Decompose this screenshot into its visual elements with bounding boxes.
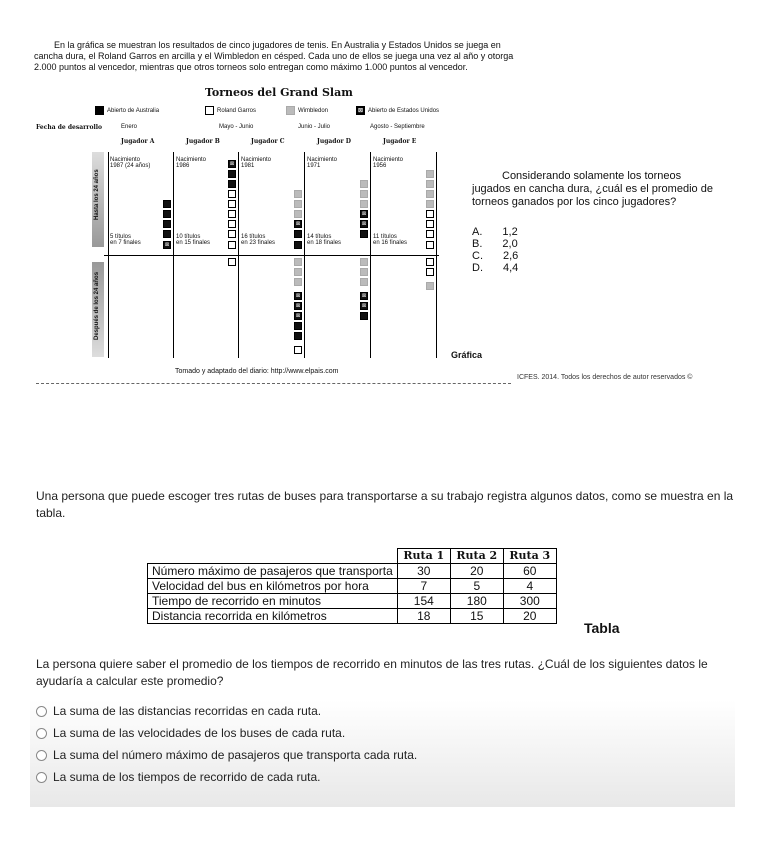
option-d: D. 4,4 xyxy=(472,262,519,274)
tournament-marker xyxy=(228,220,236,228)
flag-square-icon: ⊠ xyxy=(357,108,364,114)
date-may-june: Mayo - Junio xyxy=(219,124,254,130)
tournament-marker xyxy=(360,268,368,276)
table-cell: 7 xyxy=(397,579,450,594)
player-c-titles: 16 títulos en 23 finales xyxy=(241,234,276,246)
column-header: Ruta 3 xyxy=(503,549,556,564)
tournament-marker xyxy=(294,241,302,249)
chart-source: Tomado y adaptado del diario: http://www.elpais.com xyxy=(175,368,339,375)
tournament-marker: ⊠ xyxy=(295,221,301,227)
tournament-marker xyxy=(163,220,171,228)
radio-button[interactable] xyxy=(36,750,47,761)
player-a-birth: Nacimiento 1987 (24 años) xyxy=(110,157,151,169)
question-1-options xyxy=(472,226,518,274)
tournament-marker xyxy=(426,170,434,178)
tournament-marker: ⊠ xyxy=(295,303,301,309)
date-june-july: Junio - Julio xyxy=(298,124,331,130)
table-cell: 20 xyxy=(450,564,503,579)
tournament-marker xyxy=(228,241,236,249)
tournament-marker xyxy=(294,332,302,340)
table-cell: 30 xyxy=(397,564,450,579)
tournament-marker xyxy=(294,268,302,276)
table-cell: 15 xyxy=(450,609,503,624)
copyright-notice: ICFES. 2014. Todos los derechos de autor reservados © xyxy=(517,374,693,381)
option-a: A. 1,2 xyxy=(472,226,518,238)
player-e-header: Jugador E xyxy=(383,138,417,145)
row-label: Velocidad del bus en kilómetros por hora xyxy=(148,579,398,594)
choice-option[interactable]: La suma de las distancias recorridas en cada ruta. xyxy=(30,700,735,722)
choice-option[interactable]: La suma de las velocidades de los buses de cada ruta. xyxy=(30,722,735,744)
player-b-birth: Nacimiento 1986 xyxy=(176,157,207,169)
tournament-marker xyxy=(294,200,302,208)
radio-button[interactable] xyxy=(36,706,47,717)
tournament-marker xyxy=(228,170,236,178)
answer-choices xyxy=(30,700,735,807)
table-cell: 154 xyxy=(397,594,450,609)
tournament-marker xyxy=(426,258,434,266)
tournament-marker xyxy=(360,258,368,266)
gray-square-icon xyxy=(286,106,295,115)
row-label: Número máximo de pasajeros que transporta xyxy=(148,564,398,579)
tournament-marker xyxy=(360,278,368,286)
table-cell: 300 xyxy=(503,594,556,609)
tournament-marker xyxy=(228,190,236,198)
tournament-marker xyxy=(294,230,302,238)
tournament-marker xyxy=(426,200,434,208)
tournament-marker xyxy=(163,230,171,238)
after-24-label: Después de los 24 años xyxy=(94,271,100,340)
tournament-marker xyxy=(426,190,434,198)
question-2-text: La persona quiere saber el promedio de los tiempos de recorrido en minutos de las tres rutas. ¿Cuál de los siguientes datos le ayudaría a calcular este promedio? xyxy=(36,657,708,688)
choice-option[interactable]: La suma de los tiempos de recorrido de cada ruta. xyxy=(30,766,735,788)
player-b-header: Jugador B xyxy=(186,138,220,145)
dates-label: Fecha de desarrollo xyxy=(36,124,103,131)
age-24-line xyxy=(104,255,439,256)
table-cell: 20 xyxy=(503,609,556,624)
tournament-marker xyxy=(360,230,368,238)
tournament-marker xyxy=(294,258,302,266)
table-caption: Tabla xyxy=(584,620,620,636)
table-row xyxy=(148,609,557,624)
player-b-column-line xyxy=(173,152,174,358)
tournament-marker xyxy=(426,268,434,276)
player-d-titles: 14 títulos en 18 finales xyxy=(307,234,342,246)
table-row xyxy=(148,594,557,609)
dashed-divider xyxy=(36,383,511,384)
white-square-icon xyxy=(205,106,214,115)
before-24-label: Hasta los 24 años xyxy=(94,169,100,220)
table-cell: 180 xyxy=(450,594,503,609)
tournament-marker xyxy=(426,230,434,238)
tournament-marker xyxy=(294,210,302,218)
column-header: Ruta 1 xyxy=(397,549,450,564)
legend-roland-garros: Roland Garros xyxy=(205,106,256,115)
tournament-marker: ⊠ xyxy=(361,211,367,217)
tournament-marker xyxy=(228,210,236,218)
legend-us-open: ⊠ Abierto de Estados Unidos xyxy=(357,107,440,114)
table-cell: 18 xyxy=(397,609,450,624)
player-c-column-line xyxy=(238,152,239,358)
option-b: B. 2,0 xyxy=(472,238,518,250)
tournament-marker xyxy=(426,282,434,290)
tournament-marker xyxy=(426,180,434,188)
date-january: Enero xyxy=(121,124,138,130)
player-a-header: Jugador A xyxy=(121,138,155,145)
tournament-marker xyxy=(228,230,236,238)
tournament-marker: ⊠ xyxy=(164,242,170,248)
player-d-header: Jugador D xyxy=(317,138,351,145)
option-c: C. 2,6 xyxy=(472,250,519,262)
tournament-marker: ⊠ xyxy=(361,293,367,299)
black-square-icon xyxy=(95,106,104,115)
radio-button[interactable] xyxy=(36,728,47,739)
table-header-row xyxy=(148,549,557,564)
chart-title: Torneos del Grand Slam xyxy=(205,86,353,99)
player-c-header: Jugador C xyxy=(251,138,285,145)
tournament-marker: ⊠ xyxy=(229,161,235,167)
table-cell: 60 xyxy=(503,564,556,579)
player-d-column-line xyxy=(304,152,305,358)
question-2-intro: Una persona que puede escoger tres rutas de buses para transportarse a su trabajo registra algunos datos, como se muestra en la tabla. xyxy=(36,489,734,520)
tournament-marker xyxy=(426,241,434,249)
tournament-marker xyxy=(163,210,171,218)
tournament-marker xyxy=(294,322,302,330)
tournament-marker: ⊠ xyxy=(361,221,367,227)
grafica-label: Gráfica xyxy=(451,350,483,360)
table-cell: 4 xyxy=(503,579,556,594)
column-header: Ruta 2 xyxy=(450,549,503,564)
player-b-titles: 10 títulos en 15 finales xyxy=(176,234,211,246)
tournament-marker xyxy=(294,190,302,198)
tournament-marker: ⊠ xyxy=(361,303,367,309)
tournament-marker xyxy=(228,258,236,266)
player-a-titles: 5 títulos en 7 finales xyxy=(110,234,141,246)
player-c-birth: Nacimiento 1981 xyxy=(241,157,272,169)
player-d-birth: Nacimiento 1971 xyxy=(307,157,338,169)
tournament-marker: ⊠ xyxy=(295,293,301,299)
player-e-birth: Nacimiento 1956 xyxy=(373,157,404,169)
table-cell: 5 xyxy=(450,579,503,594)
player-e-titles: 11 títulos en 16 finales xyxy=(373,234,408,246)
table-row xyxy=(148,564,557,579)
radio-button[interactable] xyxy=(36,772,47,783)
tournament-marker: ⊠ xyxy=(295,313,301,319)
tournament-marker xyxy=(426,210,434,218)
tournament-marker xyxy=(360,312,368,320)
tournament-marker xyxy=(294,346,302,354)
tournament-marker xyxy=(360,180,368,188)
legend-australia: Abierto de Australia xyxy=(95,106,159,115)
row-label: Distancia recorrida en kilómetros xyxy=(148,609,398,624)
player-a-column-line xyxy=(108,152,109,358)
question-1-text: Considerando solamente los torneos jugados en cancha dura, ¿cuál es el promedio de torneos ganados por los cinco jugadores? xyxy=(472,170,713,208)
tournament-marker xyxy=(360,190,368,198)
row-label: Tiempo de recorrido en minutos xyxy=(148,594,398,609)
tournament-marker xyxy=(426,220,434,228)
choice-option[interactable]: La suma del número máximo de pasajeros que transporta cada ruta. xyxy=(30,744,735,766)
chart-right-border xyxy=(436,152,437,358)
tournament-marker xyxy=(294,278,302,286)
table-row xyxy=(148,579,557,594)
tournament-marker xyxy=(360,200,368,208)
routes-table xyxy=(147,548,557,624)
tournament-marker xyxy=(228,200,236,208)
tournament-marker xyxy=(163,200,171,208)
intro-paragraph: En la gráfica se muestran los resultados de cinco jugadores de tenis. En Australia y Estados Unidos se juega en cancha dura, el Roland Garros en arcilla y el Wimbledon en césped. Cada uno de ellos se juega una vez al año y otorga 2.000 puntos al vencedor, mientras que otros torneos solo entregan como máximo 1.000 puntos al vencedor. xyxy=(34,40,514,72)
player-e-column-line xyxy=(370,152,371,358)
tournament-marker xyxy=(228,180,236,188)
date-aug-sept: Agosto - Septiembre xyxy=(370,124,425,130)
legend-wimbledon: Wimbledon xyxy=(286,106,328,115)
